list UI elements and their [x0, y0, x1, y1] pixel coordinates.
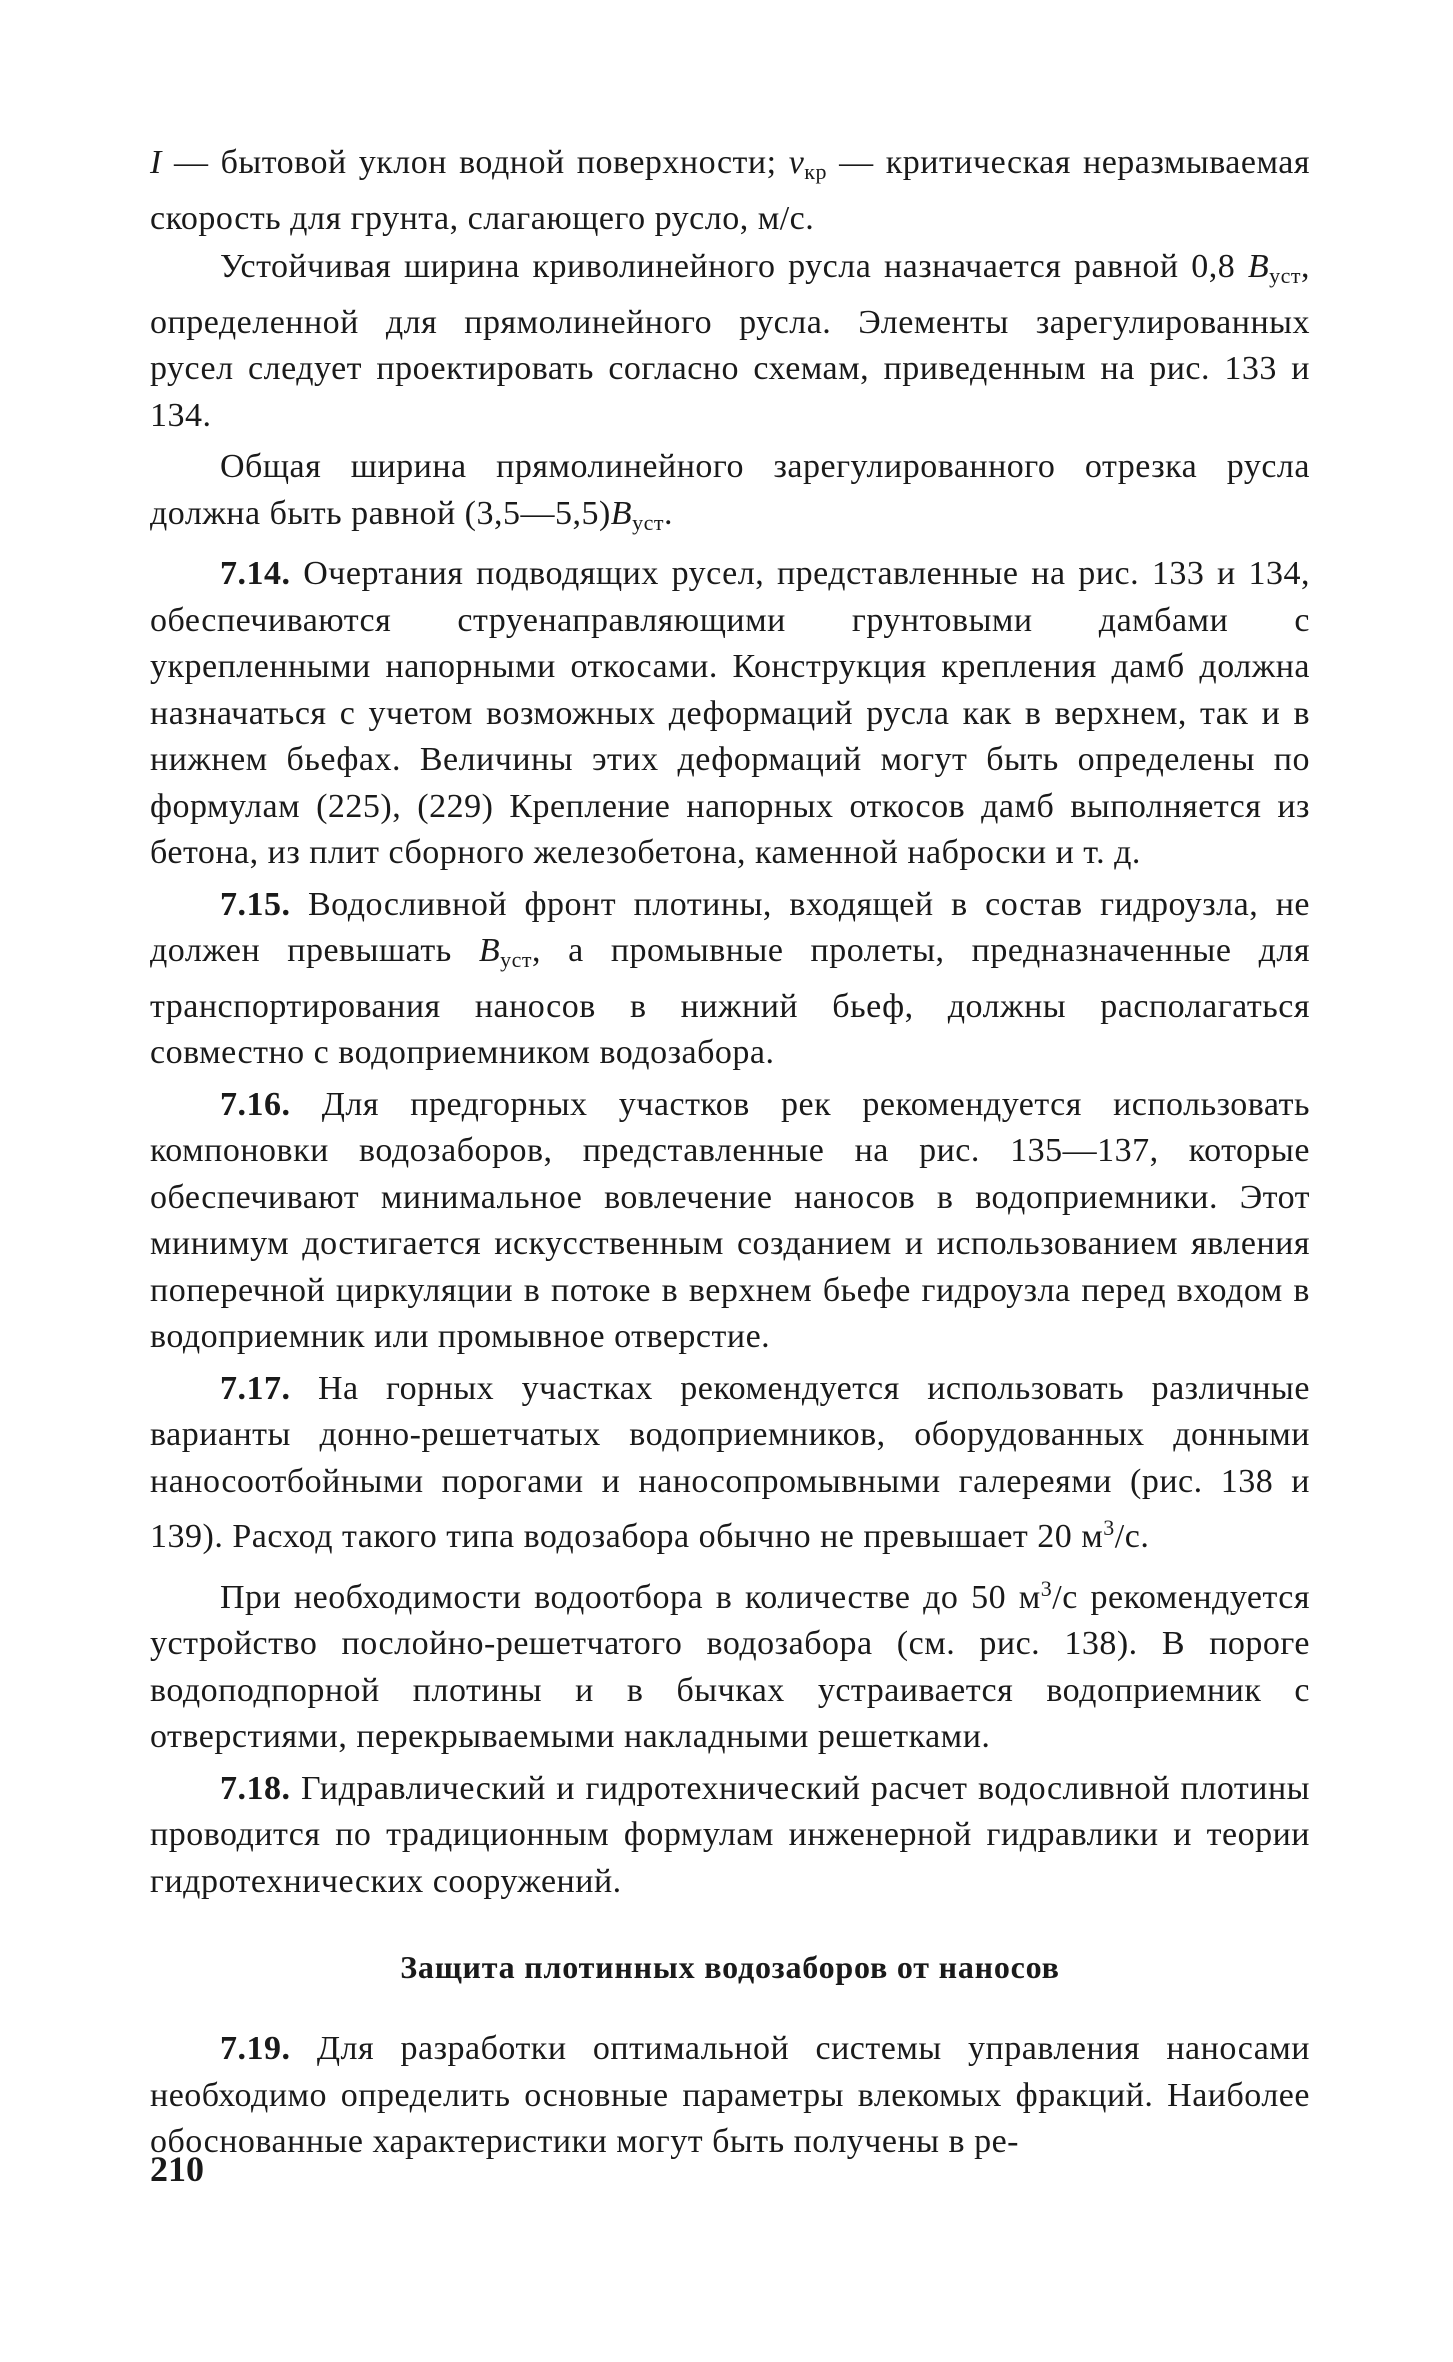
slope-symbol: I [150, 144, 162, 181]
paragraph-7-18: 7.18. Гидравлический и гидротехнический расчет водосливной плотины проводится по традиционным формулам инженерной гидравлики и теории гидротехнических сооружений. [150, 1769, 1310, 1900]
paragraph-7-19: 7.19. Для разработки оптимальной системы управления наносами необходимо определить основные параметры влекомых фракций. Наиболее обоснованные характеристики могут быть получены в ре- [150, 2030, 1310, 2160]
section-number: 7.15. [220, 885, 291, 923]
paragraph-7-16: 7.16. Для предгорных участков рек рекомендуется использовать компоновки водозаборов, представленные на рис. 135—137, которые обеспечивают минимальное вовлечение наносов в водоприемники. Этот минимум достигается искусственным созданием и использованием явления поперечной циркуляции в потоке в верхнем бьефе гидроузла перед входом в водоприемник или промывное отверстие. [150, 1085, 1310, 1355]
paragraph-7-17: 7.17. На горных участках рекомендуется использовать различные варианты донно-решетчатых водоприемников, оборудованных донными наносоотбойными порогами и наносопромывными галереями (рис. 138 и 139). Расход такого типа водозабора обычно не превышает 20 $м^3/с$. [150, 1369, 1310, 1555]
section-number: 7.17. [220, 1369, 291, 1407]
paragraph-total-width: Общая ширина прямолинейного зарегулированного отрезка русла должна быть равной $(3,5—5,5)B_{уст}$. [150, 448, 1310, 535]
paragraph-stable-width: Устойчивая ширина криволинейного русла назначается равной 0,8 $B_{уст}$, определенной для прямолинейного русла. Элементы зарегулированных русел следует проектировать согласно схемам, приведенным на рис. 133 и 134. [150, 248, 1310, 434]
section-number: 7.18. [220, 1769, 291, 1807]
section-number: 7.14. [220, 555, 291, 592]
page-number: 210 [150, 2149, 204, 2189]
paragraph-layered-intake: При необходимости водоотбора в количестве до 50 $м^3/с$ рекомендуется устройство послойно-решетчатого водозабора (см. рис. 138). В пороге водоподпорной плотины и в бычках устраивается водоприемник с отверстиями, перекрываемыми накладными решетками. [150, 1575, 1310, 1755]
section-number: 7.19. [220, 2030, 291, 2067]
section-number: 7.16. [220, 1085, 291, 1123]
paragraph-7-15: 7.15. Водосливной фронт плотины, входящей в состав гидроузла, не должен превышать $B_{уст}$, а промывные пролеты, предназначенные для транспортирования наносов в нижний бьеф, должны располагаться совместно с водоприемником водозабора. [150, 885, 1310, 1071]
section-heading: Защита плотинных водозаборов от наносов [400, 1949, 1060, 1985]
paragraph-definitions: I — бытовой уклон водной поверхности; $v_{кр}$ — критическая неразмываемая скорость для грунта, слагающего русло, м/с. [150, 144, 1310, 237]
paragraph-7-14: 7.14. Очертания подводящих русел, представленные на рис. 133 и 134, обеспечиваются струенаправляющими грунтовыми дамбами с укрепленными напорными откосами. Конструкция крепления дамб должна назначаться с учетом возможных деформаций русла как в верхнем, так и в нижнем бьефах. Величины этих деформаций могут быть определены по формулам (225), (229) Крепление напорных откосов дамб выполняется из бетона, из плит сборного железобетона, каменной наброски и т. д. [150, 555, 1310, 871]
velocity-symbol: v [788, 144, 805, 181]
page-body [150, 140, 1310, 2171]
